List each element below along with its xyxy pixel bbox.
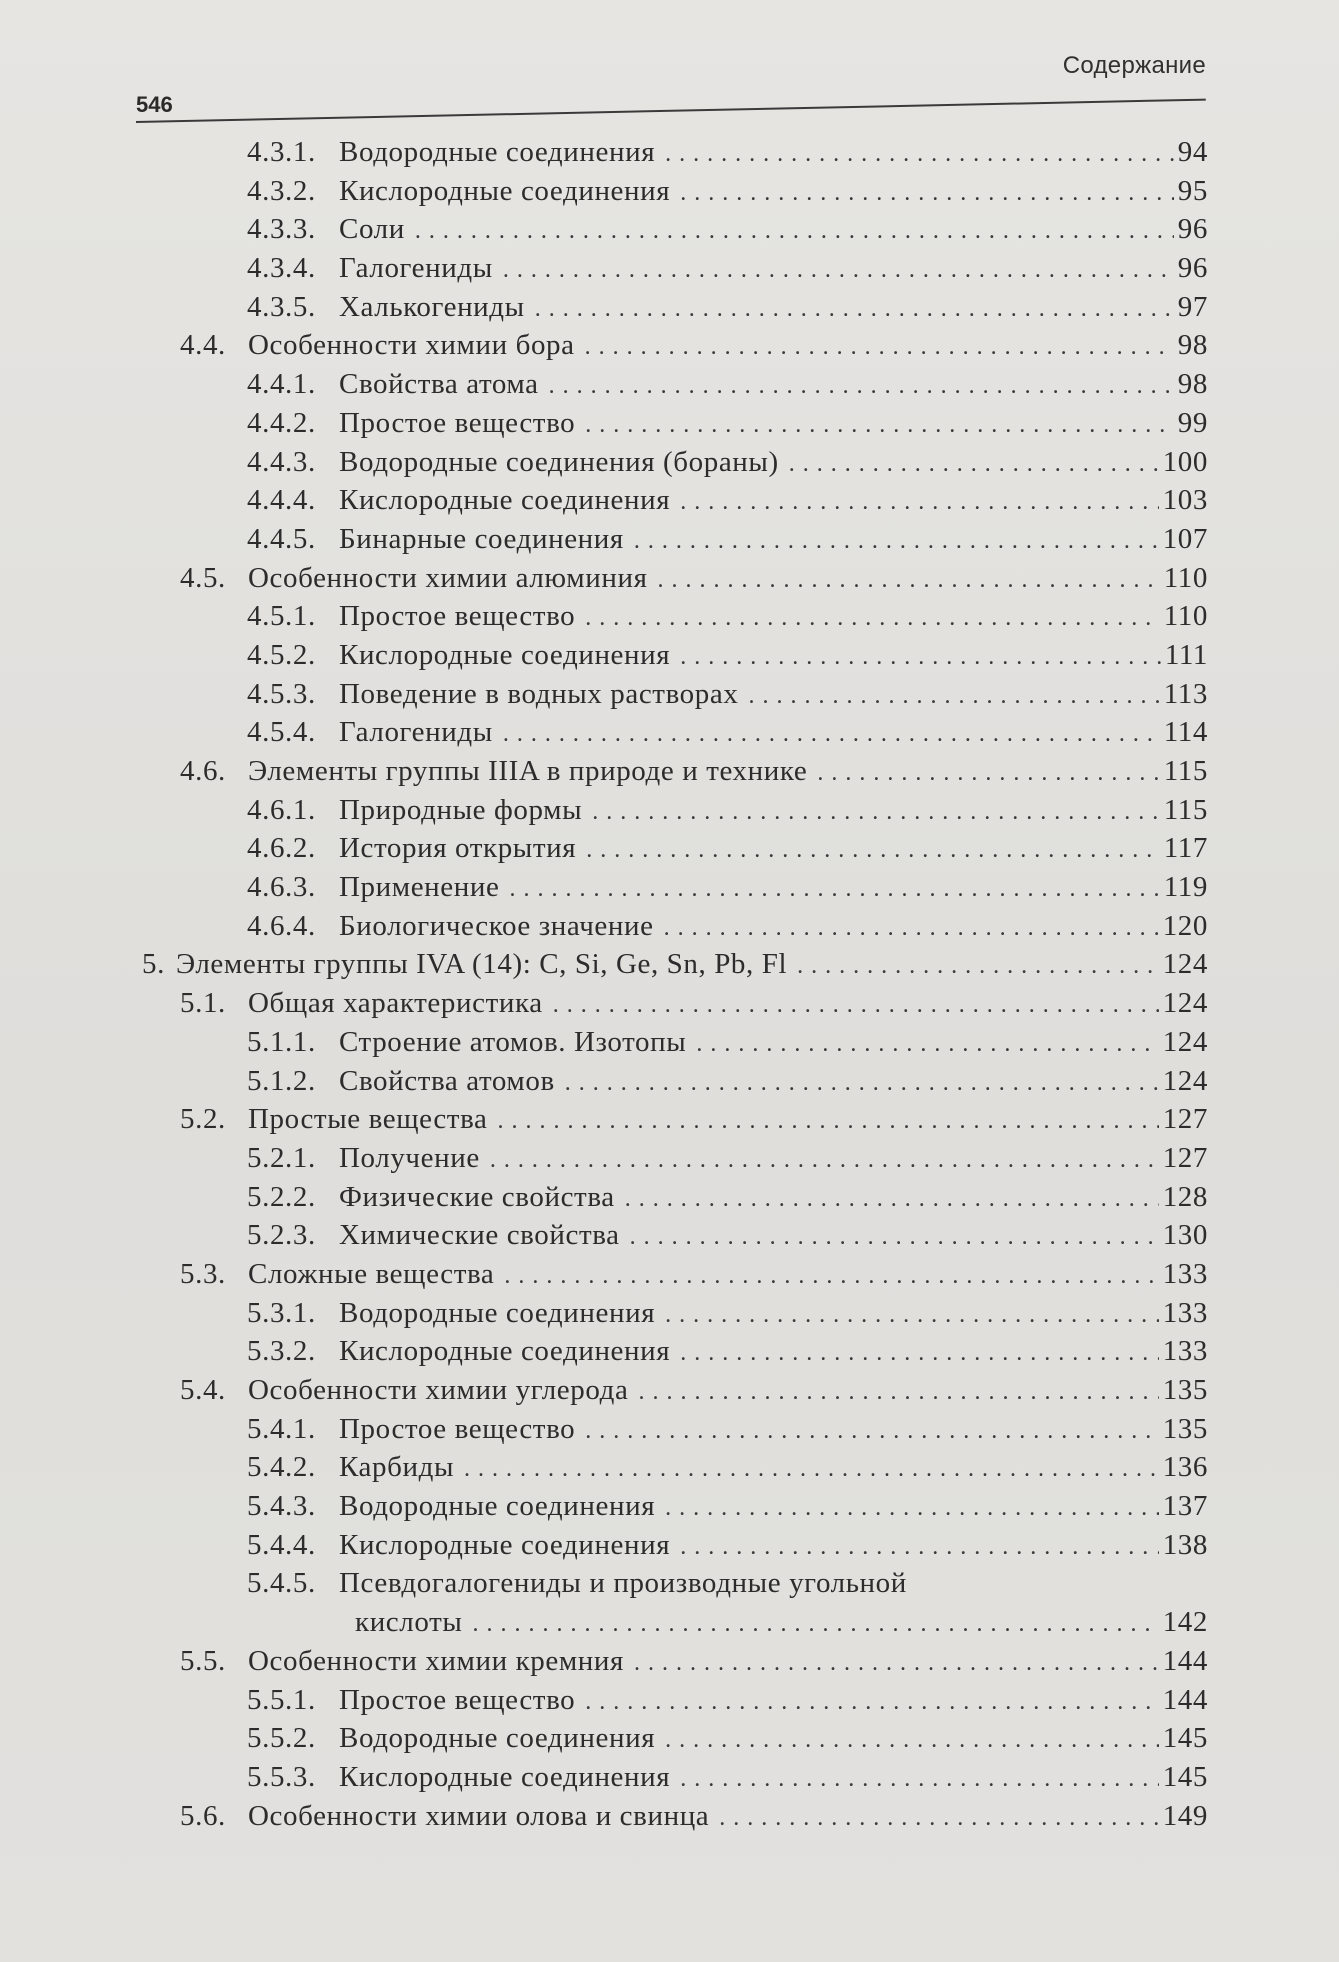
toc-entry-page: 124 <box>1162 948 1208 981</box>
toc-entry-title: Кислородные соединения <box>339 1760 671 1793</box>
toc-entry-title: Строение атомов. Изотопы <box>339 1025 687 1058</box>
header-rule <box>136 99 1206 123</box>
toc-entry-title: Особенности химии углерода <box>248 1374 629 1406</box>
toc-entry-title: Кислородные соединения <box>339 1528 671 1561</box>
toc-entry <box>0 520 1339 559</box>
toc-entry-page: 107 <box>1162 522 1208 555</box>
toc-entry-page: 119 <box>1163 871 1208 904</box>
toc-entry-title: Карбиды <box>339 1451 455 1484</box>
toc-entry-page: 110 <box>1163 561 1208 594</box>
toc-entry <box>0 1797 1339 1836</box>
toc-entry-number: 5.4.4. <box>247 1528 316 1561</box>
toc-entry <box>0 404 1339 443</box>
dot-leader <box>549 367 1174 406</box>
dot-leader <box>665 1489 1159 1528</box>
toc-entry <box>0 675 1339 714</box>
toc-entry-title: Кислородные соединения <box>339 174 671 207</box>
dot-leader <box>415 212 1174 251</box>
dot-leader <box>665 1296 1159 1335</box>
toc-entry-title: Соли <box>339 213 405 246</box>
toc-entry-page: 97 <box>1177 290 1208 323</box>
toc-entry-number: 5.5. <box>180 1644 226 1677</box>
toc-entry-number: 5.1.2. <box>247 1064 316 1097</box>
toc-entry-number: 4.3.1. <box>247 136 316 168</box>
toc-entry-title: Простое вещество <box>339 600 576 633</box>
toc-entry-page: 115 <box>1163 793 1208 826</box>
toc-entry <box>0 365 1339 404</box>
toc-entry-page: 136 <box>1162 1451 1208 1484</box>
toc-entry-number: 5.3.1. <box>247 1296 316 1329</box>
toc-entry-title: Особенности химии кремния <box>248 1644 624 1677</box>
dot-leader <box>680 483 1158 522</box>
toc-entry-page: 100 <box>1162 445 1208 478</box>
toc-entry-number: 4.5.2. <box>247 638 316 671</box>
toc-entry <box>0 1062 1339 1101</box>
toc-entry-page: 94 <box>1177 136 1208 168</box>
toc-entry-page: 137 <box>1162 1490 1208 1523</box>
toc-entry-page: 130 <box>1162 1219 1208 1252</box>
dot-leader <box>535 290 1174 329</box>
toc-entry-page: 149 <box>1162 1799 1208 1832</box>
dot-leader <box>658 561 1160 600</box>
toc-entry-number: 4.5.4. <box>247 716 316 749</box>
dot-leader <box>680 1528 1158 1567</box>
toc-entry-number: 5.5.3. <box>247 1760 316 1793</box>
toc-entry <box>0 1178 1339 1217</box>
toc-entry-page: 142 <box>1162 1606 1208 1639</box>
dot-leader <box>665 1721 1159 1760</box>
toc-entry <box>0 984 1339 1023</box>
toc-entry <box>0 1294 1339 1333</box>
toc-entry <box>0 1603 1339 1642</box>
toc-entry-title: Водородные соединения <box>339 1722 656 1755</box>
toc-entry <box>0 1564 1339 1603</box>
toc-entry-title: Общая характеристика <box>248 987 543 1020</box>
toc-entry <box>0 713 1339 752</box>
toc-entry-title: Простое вещество <box>339 1412 576 1445</box>
toc-entry-title: Кислородные соединения <box>339 1335 671 1368</box>
toc-entry <box>0 1681 1339 1720</box>
toc-entry <box>0 1719 1339 1758</box>
dot-leader <box>464 1450 1159 1489</box>
dot-leader <box>504 1257 1158 1296</box>
toc-entry <box>0 868 1339 907</box>
toc-entry <box>0 481 1339 520</box>
dot-leader <box>634 522 1159 561</box>
dot-leader <box>680 1760 1158 1799</box>
toc-entry-number: 4.5. <box>180 561 226 594</box>
toc-entry-number: 4.3.2. <box>247 174 316 207</box>
toc-entry-page: 128 <box>1162 1180 1208 1213</box>
toc-entry-page: 115 <box>1163 755 1208 787</box>
toc-entry-number: 5.2.3. <box>247 1219 316 1252</box>
toc-entry-title: Свойства атома <box>339 368 539 401</box>
page-number: 546 <box>136 92 173 117</box>
toc-entry-title: Водородные соединения <box>339 1490 656 1523</box>
toc-entry-title: Химические свойства <box>339 1219 620 1252</box>
toc-entry-number: 5.2. <box>180 1103 226 1136</box>
toc-entry-number: 5.6. <box>180 1799 226 1832</box>
toc-entry-page: 111 <box>1164 638 1208 671</box>
toc-entry-number: 4.5.3. <box>247 677 316 710</box>
toc-entry-number: 5.2.1. <box>247 1141 316 1174</box>
toc-entry-number: 4.6.3. <box>247 871 316 904</box>
toc-entry-title: Применение <box>339 871 500 904</box>
toc-entry-page: 138 <box>1162 1528 1208 1561</box>
toc-entry-page: 110 <box>1163 600 1208 633</box>
toc-entry-page: 127 <box>1162 1103 1208 1136</box>
toc-entry-page: 95 <box>1177 174 1208 207</box>
dot-leader <box>638 1373 1158 1412</box>
toc-entry <box>0 1216 1339 1255</box>
dot-leader <box>585 1412 1158 1451</box>
toc-entry-number: 4.6.4. <box>247 909 316 942</box>
dot-leader <box>696 1025 1158 1064</box>
toc-entry <box>0 1371 1339 1410</box>
toc-entry-number: 5.1. <box>180 987 226 1020</box>
toc-entry-number: 5.3.2. <box>247 1335 316 1368</box>
dot-leader <box>503 715 1160 754</box>
toc-entry <box>0 907 1339 946</box>
toc-entry-number: 5.4. <box>180 1374 226 1406</box>
dot-leader <box>625 1180 1159 1219</box>
toc-entry-page: 133 <box>1162 1257 1208 1290</box>
toc-entry-page: 96 <box>1177 252 1208 285</box>
toc-entry-page: 127 <box>1162 1141 1208 1174</box>
toc-entry-page: 135 <box>1162 1374 1208 1406</box>
toc-entry-title: Поведение в водных растворах <box>339 677 739 710</box>
toc-entry-title: Элементы группы IIIA в природе и технике <box>248 755 808 787</box>
dot-leader <box>719 1799 1158 1838</box>
dot-leader <box>797 947 1159 986</box>
toc-entry-page: 96 <box>1177 213 1208 246</box>
toc-entry-title: Галогениды <box>339 716 493 749</box>
toc-entry-page: 135 <box>1162 1412 1208 1445</box>
toc-entry <box>0 829 1339 868</box>
toc-entry-title: Свойства атомов <box>339 1064 555 1097</box>
table-of-contents <box>0 133 1339 1835</box>
dot-leader <box>585 599 1160 638</box>
toc-entry <box>0 133 1339 172</box>
toc-entry-number: 5.4.3. <box>247 1490 316 1523</box>
dot-leader <box>497 1102 1158 1141</box>
running-head: Содержание <box>1062 52 1206 79</box>
toc-entry <box>0 597 1339 636</box>
dot-leader <box>472 1605 1158 1644</box>
toc-entry-title: Бинарные соединения <box>339 522 624 555</box>
toc-entry-title: Водородные соединения <box>339 136 656 168</box>
toc-entry-page: 113 <box>1163 677 1208 710</box>
toc-entry-number: 4.4.3. <box>247 445 316 478</box>
dot-leader <box>490 1141 1159 1180</box>
toc-entry <box>0 791 1339 830</box>
dot-leader <box>748 677 1159 716</box>
toc-entry-number: 4.6.1. <box>247 793 316 826</box>
toc-entry <box>0 1023 1339 1062</box>
toc-entry-title: кислоты <box>355 1606 463 1639</box>
toc-entry-title: Халькогениды <box>339 290 525 323</box>
toc-entry-title: Простое вещество <box>339 1683 576 1716</box>
toc-entry <box>0 1332 1339 1371</box>
toc-entry-page: 120 <box>1162 909 1208 942</box>
dot-leader <box>789 445 1159 484</box>
toc-entry <box>0 1448 1339 1487</box>
toc-entry-title: Сложные вещества <box>248 1257 495 1290</box>
toc-entry-title: Природные формы <box>339 793 583 826</box>
toc-entry <box>0 1758 1339 1797</box>
toc-entry-page: 145 <box>1162 1722 1208 1755</box>
toc-entry <box>0 945 1339 984</box>
toc-entry-title: Особенности химии алюминия <box>248 561 648 594</box>
toc-entry <box>0 249 1339 288</box>
toc-entry-title: Псевдогалогениды и производные угольной <box>339 1567 907 1600</box>
toc-entry-page: 114 <box>1163 716 1208 749</box>
toc-entry-number: 4.4.4. <box>247 484 316 517</box>
toc-entry-title: Особенности химии олова и свинца <box>248 1799 710 1832</box>
toc-entry-page: 98 <box>1177 368 1208 401</box>
dot-leader <box>665 135 1174 174</box>
toc-entry-page: 124 <box>1162 1064 1208 1097</box>
toc-entry-page: 133 <box>1162 1335 1208 1368</box>
toc-entry-title: Физические свойства <box>339 1180 615 1213</box>
toc-entry-title: Элементы группы IVA (14): C, Si, Ge, Sn, Pb, Fl <box>176 948 788 981</box>
toc-entry-number: 5.5.2. <box>247 1722 316 1755</box>
toc-entry-title: История открытия <box>339 832 577 865</box>
toc-entry-title: Простое вещество <box>339 406 576 439</box>
dot-leader <box>585 406 1174 445</box>
toc-entry-title: Водородные соединения <box>339 1296 656 1329</box>
toc-entry-number: 5.4.1. <box>247 1412 316 1445</box>
toc-entry <box>0 210 1339 249</box>
toc-entry-page: 144 <box>1162 1683 1208 1716</box>
dot-leader <box>592 793 1160 832</box>
toc-entry-number: 5.3. <box>180 1257 226 1290</box>
toc-entry-number: 5.4.2. <box>247 1451 316 1484</box>
toc-entry-title: Особенности химии бора <box>248 329 575 362</box>
toc-entry-number: 5.4.5. <box>247 1567 316 1600</box>
toc-entry-number: 4.4.5. <box>247 522 316 555</box>
dot-leader <box>585 1683 1158 1722</box>
dot-leader <box>586 831 1160 870</box>
toc-entry-page: 144 <box>1162 1644 1208 1677</box>
toc-entry <box>0 443 1339 482</box>
toc-entry-page: 124 <box>1162 987 1208 1020</box>
toc-entry-number: 4.3.4. <box>247 252 316 285</box>
toc-entry-number: 5.5.1. <box>247 1683 316 1716</box>
toc-entry-page: 117 <box>1163 832 1208 865</box>
toc-entry <box>0 1526 1339 1565</box>
toc-entry-number: 5.1.1. <box>247 1025 316 1058</box>
dot-leader <box>680 638 1161 677</box>
dot-leader <box>817 754 1159 793</box>
toc-entry <box>0 1255 1339 1294</box>
toc-entry <box>0 1642 1339 1681</box>
toc-entry-number: 4.3.5. <box>247 290 316 323</box>
toc-entry <box>0 1410 1339 1449</box>
toc-entry-title: Водородные соединения (бораны) <box>339 445 779 478</box>
toc-entry-page: 124 <box>1162 1025 1208 1058</box>
toc-entry-title: Кислородные соединения <box>339 484 671 517</box>
toc-entry <box>0 326 1339 365</box>
toc-entry <box>0 636 1339 675</box>
toc-entry-number: 4.3.3. <box>247 213 316 246</box>
dot-leader <box>630 1218 1159 1257</box>
toc-entry-title: Простые вещества <box>248 1103 488 1136</box>
toc-entry-page: 133 <box>1162 1296 1208 1329</box>
toc-entry <box>0 559 1339 598</box>
toc-entry-number: 4.6.2. <box>247 832 316 865</box>
toc-entry-title: Получение <box>339 1141 480 1174</box>
toc-entry-title: Кислородные соединения <box>339 638 671 671</box>
toc-entry-title: Галогениды <box>339 252 493 285</box>
toc-entry <box>0 172 1339 211</box>
toc-entry-page: 98 <box>1177 329 1208 362</box>
dot-leader <box>503 251 1174 290</box>
toc-entry-title: Биологическое значение <box>339 909 654 942</box>
dot-leader <box>634 1644 1159 1683</box>
dot-leader <box>553 986 1159 1025</box>
dot-leader <box>565 1064 1159 1103</box>
toc-entry <box>0 752 1339 791</box>
toc-entry-number: 4.6. <box>180 755 226 787</box>
toc-entry <box>0 1487 1339 1526</box>
toc-entry-number: 4.4.1. <box>247 368 316 401</box>
toc-entry-number: 5.2.2. <box>247 1180 316 1213</box>
dot-leader <box>510 870 1160 909</box>
toc-entry-page: 99 <box>1177 406 1208 439</box>
toc-entry-page: 145 <box>1162 1760 1208 1793</box>
dot-leader <box>680 1334 1158 1373</box>
toc-entry <box>0 1100 1339 1139</box>
dot-leader <box>585 328 1174 367</box>
toc-entry <box>0 1139 1339 1178</box>
toc-entry-number: 4.4. <box>180 329 226 362</box>
dot-leader <box>680 174 1174 213</box>
toc-entry-number: 4.4.2. <box>247 406 316 439</box>
toc-entry-number: 5. <box>142 948 165 981</box>
toc-entry-page: 103 <box>1162 484 1208 517</box>
toc-entry-number: 4.5.1. <box>247 600 316 633</box>
toc-entry <box>0 288 1339 327</box>
dot-leader <box>664 909 1159 948</box>
